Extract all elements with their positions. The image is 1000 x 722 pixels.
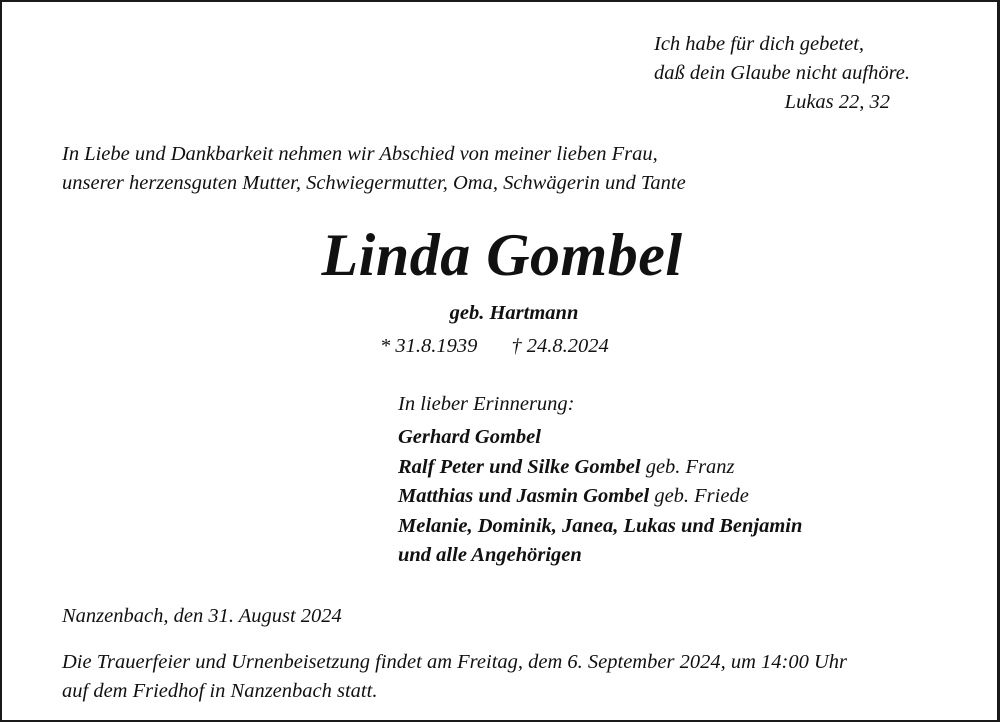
birth-date: * 31.8.1939 [380, 335, 478, 357]
mourner-note: geb. Friede [649, 485, 749, 507]
mourner-line [398, 453, 802, 483]
verse-line: daß dein Glaube nicht aufhöre. [654, 62, 911, 84]
maiden-name: geb. Hartmann [449, 302, 579, 324]
life-dates [380, 332, 609, 360]
ceremony-line: auf dem Friedhof in Nanzenbach statt. [62, 680, 378, 702]
mourner-names: Melanie, Dominik, Janea, Lukas und Benjamin [398, 514, 803, 537]
mourner-line [398, 541, 802, 571]
mourner-names: Ralf Peter und Silke Gombel [398, 455, 641, 478]
bible-verse [654, 30, 910, 117]
ceremony-line: Die Trauerfeier und Urnenbeisetzung findet am Freitag, dem 6. September 2024, um 14:00 Uhr [62, 651, 847, 673]
place-and-date: Nanzenbach, den 31. August 2024 [62, 605, 342, 627]
deceased-name: Linda Gombel [321, 222, 683, 288]
mourner-line [398, 512, 802, 542]
intro-line: In Liebe und Dankbarkeit nehmen wir Abschied von meiner lieben Frau, [62, 143, 658, 165]
mourner-names: Gerhard Gombel [398, 426, 541, 448]
verse-reference: Lukas 22, 32 [784, 91, 891, 113]
mourner-note: geb. Franz [640, 455, 735, 478]
mourners-list [398, 423, 802, 571]
mourners-heading: In lieber Erinnerung: [398, 393, 575, 415]
death-date: † 24.8.2024 [511, 335, 609, 357]
mourner-names: Matthias und Jasmin Gombel [398, 485, 650, 507]
ceremony-info [62, 648, 847, 706]
intro-text [62, 140, 686, 198]
mourner-line [398, 423, 802, 453]
mourner-line [398, 482, 802, 512]
mourner-names: und alle Angehörigen [398, 544, 582, 566]
verse-line: Ich habe für dich gebetet, [654, 33, 865, 55]
intro-line: unserer herzensguten Mutter, Schwiegermutter, Oma, Schwägerin und Tante [62, 172, 686, 194]
